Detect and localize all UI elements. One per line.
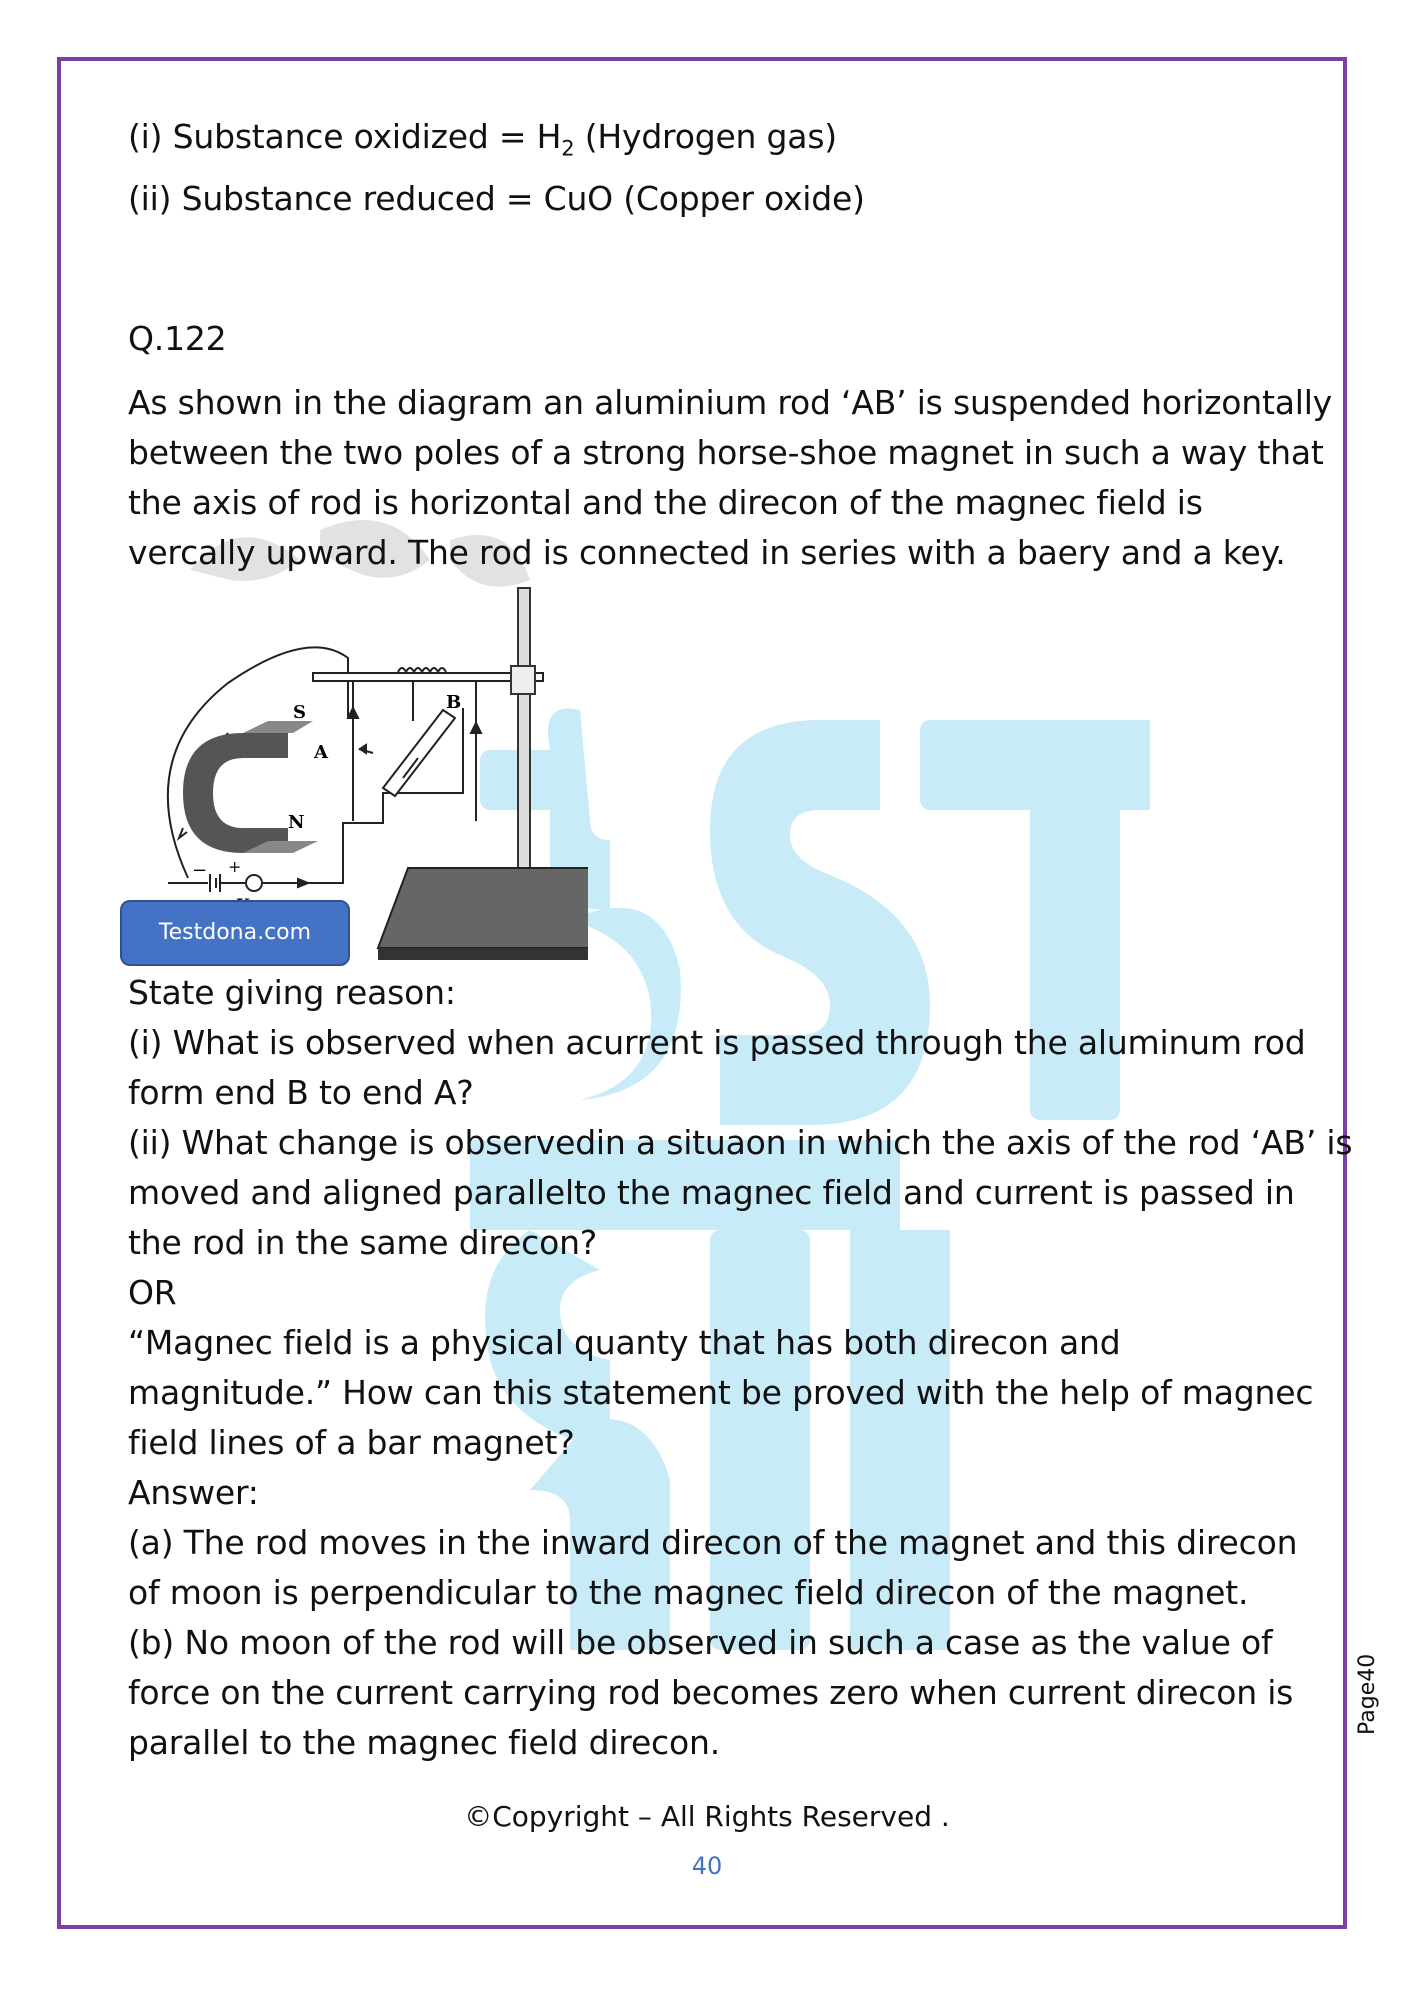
body-line: moved and aligned parallelto the magnec field and current is passed in [128, 1172, 1295, 1212]
label-S: S [293, 701, 306, 723]
body-line: parallel to the magnec field direcon. [128, 1722, 720, 1762]
label-A: A [314, 741, 328, 763]
body-line: Answer: [128, 1472, 259, 1512]
body-line: of moon is perpendicular to the magnec field direcon of the magnet. [128, 1572, 1249, 1612]
aluminium-rod [383, 710, 455, 796]
magnet-rod-diagram [128, 578, 588, 968]
question-line: vercally upward. The rod is connected in series with a baery and a key. [128, 532, 1286, 572]
body-line: “Magnec field is a physical quanty that has both direcon and [128, 1322, 1121, 1362]
label-plus: + [228, 856, 242, 876]
page-content [128, 112, 1353, 1768]
body-line: (a) The rod moves in the inward direcon of the magnet and this direcon [128, 1522, 1298, 1562]
stand-base [378, 868, 588, 948]
answer-reduced: (ii) Substance reduced = CuO (Copper oxide) [128, 178, 865, 218]
body-line: force on the current carrying rod becomes zero when current direcon is [128, 1672, 1294, 1712]
horseshoe-magnet [183, 733, 288, 853]
question-line: between the two poles of a strong horse-shoe magnet in such a way that [128, 432, 1324, 472]
question-number: Q.122 [128, 318, 227, 358]
body-line: (b) No moon of the rod will be observed in such a case as the value of [128, 1622, 1273, 1662]
body-line: State giving reason: [128, 972, 456, 1012]
copyright-footer: ©Copyright – All Rights Reserved . [464, 1800, 950, 1833]
body-line: OR [128, 1272, 177, 1312]
answer-oxidized: (i) Substance oxidized = $H_2$ (Hydrogen gas) [128, 117, 837, 161]
body-line: field lines of a bar magnet? [128, 1422, 575, 1462]
body-line: magnitude.” How can this statement be proved with the help of magnec [128, 1372, 1314, 1412]
question-line: As shown in the diagram an aluminium rod ‘AB’ is suspended horizontally [128, 382, 1333, 422]
testdona-badge: Testdona.com [120, 900, 350, 966]
page-number: 40 [691, 1852, 723, 1880]
body-line: the rod in the same direcon? [128, 1222, 598, 1262]
body-line: (i) What is observed when acurrent is passed through the aluminum rod [128, 1022, 1306, 1062]
label-minus: − [192, 859, 208, 881]
body-line: (ii) What change is observedin a situaon in which the axis of the rod ‘AB’ is [128, 1122, 1353, 1162]
body-line: form end B to end A? [128, 1072, 474, 1112]
label-N: N [288, 811, 305, 833]
label-B: B [446, 691, 462, 713]
question-line: the axis of rod is horizontal and the direcon of the magnec field is [128, 482, 1203, 522]
page-side-tag: Page40 [1355, 1653, 1380, 1735]
